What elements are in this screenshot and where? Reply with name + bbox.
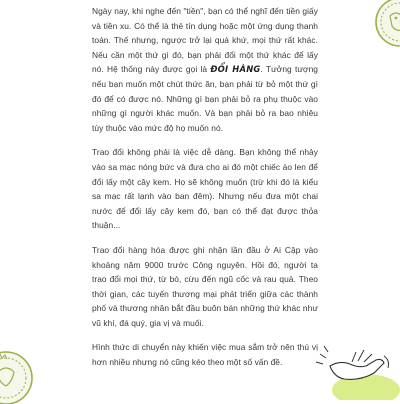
coin-icon xyxy=(0,324,34,404)
paragraph: Trao đổi không phải là việc dễ dàng. Bạn không thể nhảy vào sa mạc nóng bức và đưa cho ai đó một chiếc áo len để đổi lấy một cây kem. Họ sẽ không muốn (trừ khi đó là kiểu sa mạc rất lạnh vào ban đêm). Nhưng nếu đưa một chai nước để đổi lấy cây kem đó, bạn có thể đạt được thỏa thuận... xyxy=(92,147,318,231)
paragraph: Trao đổi hàng hóa được ghi nhận lần đầu ở Ai Cập vào khoảng năm 9000 trước Công nguyên. Hồi đó, người ta trao đổi mọi thứ, từ bò, cừu đến ngũ cốc và rau quả. Theo thời gian, các tuyến thương mại phát triển giữa các thành phố và thương nhân bắt đầu buôn bán những thứ khác như vũ khí, đá quý, gia vị và muối. xyxy=(92,244,318,328)
paragraph: Ngày nay, khi nghe đến "tiền", bạn có thể nghĩ đến tiền giấy và tiền xu. Có thể là thẻ tín dụng hoặc một ứng dụng thanh toán. Thế nhưng, ngược trở lại quá khứ, mọi thứ rất khác. Nếu cần một thứ gì đó, bạn phải đổi một thứ khác để lấy nó. Hệ thống này được gọi là ĐỔI HÀNG. Tưởng tượng nếu bạn muốn một chút thức ăn, bạn phải từ bỏ một thứ gì đó để có được nó. Những gì bạn phải bỏ ra phụ thuộc vào những gì người khác muốn. Và bạn phải bỏ ra bao nhiêu tùy thuộc vào mức độ họ muốn nó. xyxy=(92,6,319,133)
term-highlight: ĐỔI HÀNG xyxy=(210,64,261,75)
body-text xyxy=(92,4,318,370)
coin-icon xyxy=(368,0,400,60)
paragraph: Hình thức di chuyển này khiến việc mua sắm trở nên thú vị hơn nhiều nhưng nó cũng kéo theo một số vấn đề. xyxy=(92,342,318,368)
